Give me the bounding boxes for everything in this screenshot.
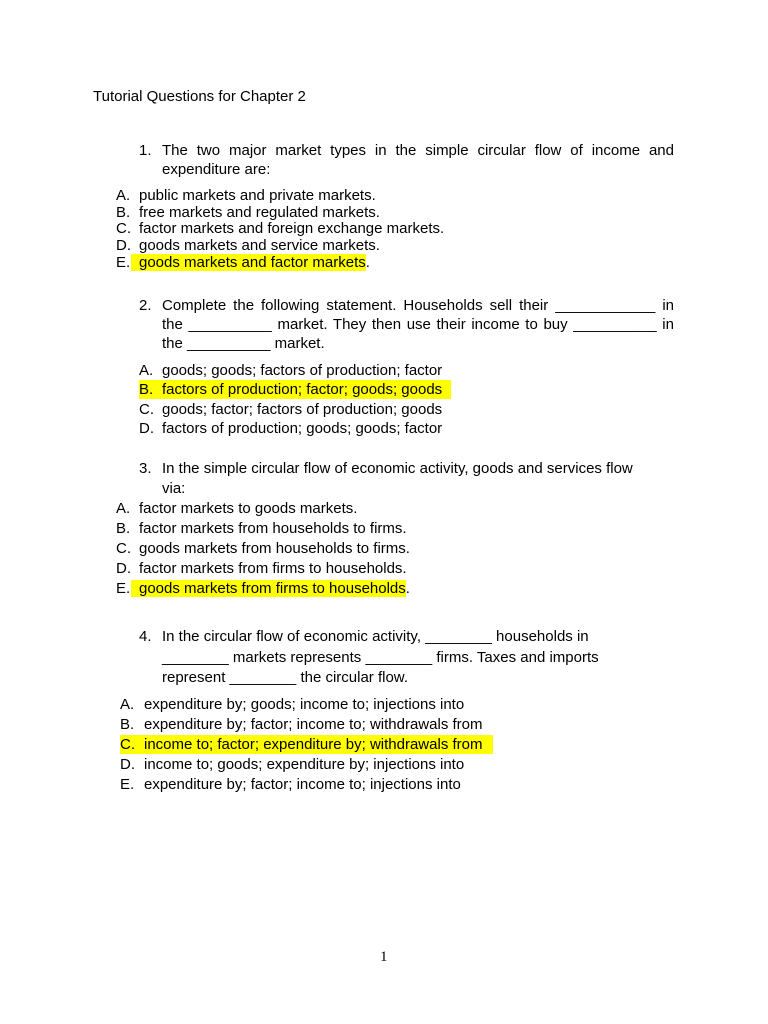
answer-option-correct	[116, 579, 410, 598]
option-letter: C.	[139, 401, 154, 418]
option-letter: E.	[120, 776, 135, 793]
option-letter: B.	[116, 520, 131, 537]
question-number: 2.	[139, 297, 152, 314]
option-letter: A.	[120, 696, 135, 713]
option-text: factor markets from households to firms.	[139, 520, 407, 537]
question-number: 4.	[139, 628, 152, 645]
highlighted-answer: goods markets from firms to households	[131, 580, 406, 597]
option-letter: C.	[116, 220, 131, 237]
option-letter: D.	[116, 560, 131, 577]
option-text: expenditure by; factor; income to; injections into	[144, 776, 461, 793]
question-text-line: The two major market types in the simple circular flow of income and	[162, 142, 674, 159]
option-letter: C.	[116, 540, 131, 557]
option-text: income to; goods; expenditure by; injections into	[144, 756, 465, 773]
highlighted-answer: income to; factor; expenditure by; withdrawals from	[144, 736, 483, 753]
answer-option	[120, 715, 483, 734]
answer-option	[116, 519, 407, 538]
option-text: factor markets from firms to households.	[139, 560, 407, 577]
option-letter: B.	[139, 381, 154, 398]
question-text-line: expenditure are:	[162, 161, 271, 178]
answer-option	[139, 419, 443, 438]
question-number: 1.	[139, 142, 152, 159]
question-text-line: represent ________ the circular flow.	[162, 669, 408, 686]
answer-option-correct	[139, 380, 451, 399]
option-letter: D.	[139, 420, 154, 437]
answer-option-correct	[120, 735, 493, 754]
option-text: goods markets from households to firms.	[139, 540, 410, 557]
option-text: free markets and regulated markets.	[139, 204, 380, 221]
option-letter: B.	[116, 204, 131, 221]
question-text-line: the __________ market.	[162, 335, 325, 352]
highlighted-answer: factors of production; factor; goods; goods	[162, 381, 443, 398]
question-text-line: ________ markets represents ________ firms. Taxes and imports	[162, 649, 599, 666]
option-letter: E.	[116, 254, 131, 271]
question-text-line: In the simple circular flow of economic activity, goods and services flow	[162, 460, 633, 477]
option-text: factor markets and foreign exchange markets.	[139, 220, 445, 237]
answer-option-correct	[116, 253, 370, 272]
answer-option	[116, 539, 410, 558]
question-text-line: Complete the following statement. Households sell their ____________ in	[162, 297, 674, 314]
option-letter: D.	[120, 756, 135, 773]
option-text: expenditure by; goods; income to; injections into	[144, 696, 465, 713]
option-text: expenditure by; factor; income to; withdrawals from	[144, 716, 483, 733]
option-text: public markets and private markets.	[139, 187, 376, 204]
option-letter: A.	[116, 187, 131, 204]
question-text-line: In the circular flow of economic activity, ________ households in	[162, 628, 589, 645]
answer-option	[116, 499, 358, 518]
answer-option	[116, 559, 407, 578]
answer-option	[139, 361, 443, 380]
option-letter: D.	[116, 237, 131, 254]
option-text: goods; factor; factors of production; goods	[162, 401, 443, 418]
option-text: goods markets and service markets.	[139, 237, 380, 254]
question-text-line: the __________ market. They then use their income to buy __________ in	[162, 316, 674, 333]
question-number: 3.	[139, 460, 152, 477]
option-text: goods; goods; factors of production; factor	[162, 362, 443, 379]
answer-option	[120, 695, 465, 714]
answer-option	[139, 400, 443, 419]
option-letter: A.	[139, 362, 154, 379]
option-period: .	[365, 254, 370, 271]
answer-option	[120, 755, 465, 774]
option-letter: E.	[116, 580, 131, 597]
answer-option	[120, 775, 461, 794]
option-text: factors of production; goods; goods; factor	[162, 420, 443, 437]
option-letter: A.	[116, 500, 131, 517]
highlighted-answer: goods markets and factor markets	[131, 254, 366, 271]
option-letter: C.	[120, 736, 135, 753]
option-text: factor markets to goods markets.	[139, 500, 358, 517]
page-title: Tutorial Questions for Chapter 2	[93, 88, 306, 105]
option-period: .	[405, 580, 410, 597]
question-text-line: via:	[162, 480, 186, 497]
option-letter: B.	[120, 716, 135, 733]
page-number: 1	[380, 949, 388, 965]
